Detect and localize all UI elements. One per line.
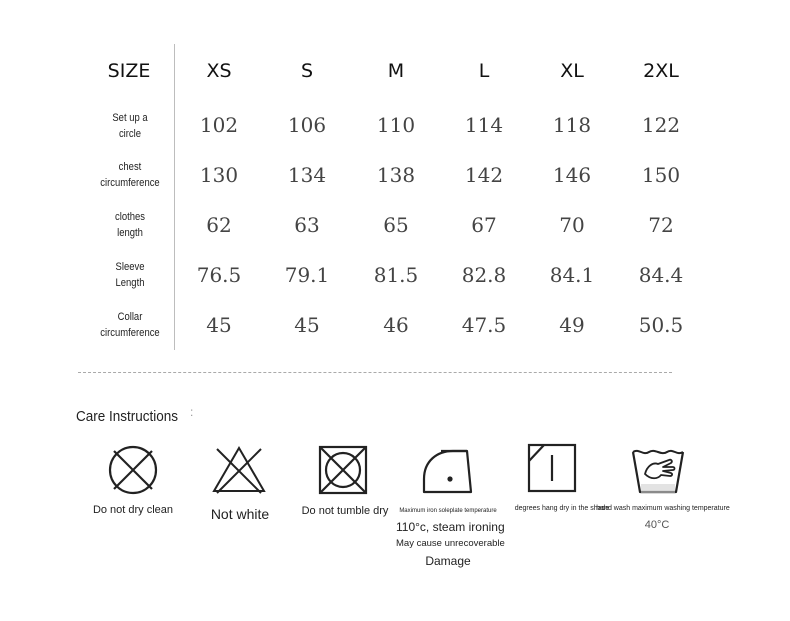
size-s-header: S <box>300 60 314 82</box>
table-cell: 84.4 <box>638 263 684 287</box>
size-xl-header: XL <box>560 60 584 82</box>
table-cell: 84.1 <box>549 263 595 287</box>
table-cell: 46 <box>383 313 409 337</box>
care-caption: May cause unrecoverable <box>396 538 505 549</box>
row-label-line: clothes <box>115 211 145 223</box>
table-cell: 130 <box>199 163 239 187</box>
table-cell: 72 <box>648 213 674 237</box>
table-cell: 49 <box>559 313 585 337</box>
row-label-line: Set up a <box>112 112 148 124</box>
shade-hang-dry-icon <box>527 443 577 493</box>
care-caption: Damage <box>425 554 471 568</box>
row-label-line: circumference <box>100 177 160 189</box>
size-m-header: M <box>387 60 405 82</box>
table-cell: 63 <box>294 213 320 237</box>
table-cell: 47.5 <box>461 313 507 337</box>
row-label-sleeve-length <box>94 259 166 291</box>
table-cell: 106 <box>287 113 327 137</box>
row-label-line: Length <box>115 277 145 289</box>
table-cell: 65 <box>383 213 409 237</box>
care-caption: degrees hang dry in the shade <box>514 505 610 512</box>
table-cell: 102 <box>199 113 239 137</box>
table-cell: 142 <box>464 163 504 187</box>
size-l-header: L <box>478 60 490 82</box>
table-cell: 122 <box>641 113 681 137</box>
table-cell: 146 <box>552 163 592 187</box>
do-not-tumble-dry-icon <box>318 445 368 495</box>
table-cell: 79.1 <box>284 263 330 287</box>
table-cell: 45 <box>206 313 232 337</box>
row-label-line: Sleeve <box>115 261 145 273</box>
size-2xl-header: 2XL <box>643 60 679 82</box>
table-cell: 82.8 <box>461 263 507 287</box>
do-not-bleach-icon <box>211 445 267 495</box>
row-label-collar-circumference <box>94 309 166 341</box>
table-cell: 114 <box>464 113 504 137</box>
table-cell: 110 <box>376 113 416 137</box>
table-cell: 118 <box>552 113 592 137</box>
row-label-line: length <box>117 227 143 239</box>
row-label-line: circumference <box>100 327 160 339</box>
row-label-line: circle <box>118 128 142 140</box>
table-cell: 50.5 <box>638 313 684 337</box>
row-label-line: chest <box>118 161 142 173</box>
care-instructions-title: Care Instructions <box>76 408 179 425</box>
care-caption: Not white <box>210 506 270 522</box>
table-cell: 150 <box>641 163 681 187</box>
row-label-chest-circumference <box>94 159 166 191</box>
care-caption: hand wash maximum washing temperature <box>596 505 730 512</box>
care-caption: 110°c, steam ironing <box>396 520 505 534</box>
size-header-label: SIZE <box>107 60 151 82</box>
table-cell: 70 <box>559 213 585 237</box>
table-cell: 76.5 <box>196 263 242 287</box>
hand-wash-icon <box>631 446 685 496</box>
care-title-colon: : <box>190 405 194 419</box>
row-label-line: Collar <box>117 311 143 323</box>
table-cell: 81.5 <box>373 263 419 287</box>
care-caption-small: Maximum iron soleplate temperature <box>399 508 497 514</box>
iron-icon <box>421 443 475 495</box>
care-caption: Do not tumble dry <box>301 505 389 517</box>
care-caption: Do not dry clean <box>92 504 174 516</box>
table-cell: 138 <box>376 163 416 187</box>
table-cell: 45 <box>294 313 320 337</box>
care-temperature-label: 40°C <box>644 519 670 531</box>
do-not-dry-clean-icon <box>106 444 160 496</box>
table-cell: 67 <box>471 213 497 237</box>
column-divider <box>174 44 175 350</box>
row-label-set-up-circle <box>94 110 166 142</box>
table-cell: 62 <box>206 213 232 237</box>
size-xs-header: XS <box>206 60 232 82</box>
table-cell: 134 <box>287 163 327 187</box>
row-label-clothes-length <box>94 209 166 241</box>
section-divider <box>78 372 672 373</box>
